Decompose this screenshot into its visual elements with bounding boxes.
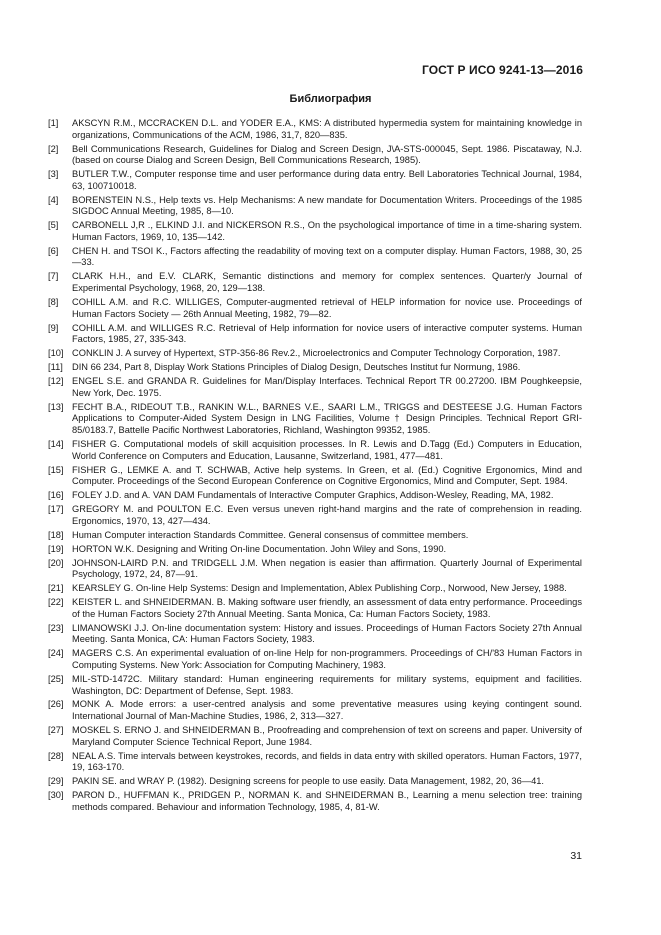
reference-number: [26] <box>48 699 64 710</box>
reference-text: DIN 66 234, Part 8, Display Work Stations Principles of Dialog Design, Deutsches Institut fur Normung, 1986. <box>72 362 521 373</box>
reference-number: [2] <box>48 143 59 154</box>
reference-text: JOHNSON-LAIRD P.N. and TRIDGELL J.M. When negation is easier than affirmation. Quarterly Journal of Experimental Psychology, 1972, 24, 87—91. <box>72 557 582 580</box>
reference-number: [21] <box>48 583 64 594</box>
reference-text: KEISTER L. and SHNEIDERMAN. B. Making software user friendly, an assessment of data entry performance. Proceedings of the Human Factors Society 27th Annual Meeting. Santa Monica, Ca: Human Factors Society, 1983. <box>72 597 582 619</box>
reference-entry <box>48 558 582 581</box>
reference-entry <box>48 220 582 243</box>
reference-number: [11] <box>48 362 63 373</box>
reference-text: PARON D., HUFFMAN K., PRIDGEN P., NORMAN K. and SHNEIDERMAN B., Learning a menu selection tree: training methods compared. Behaviour and information Technology, 1985, 4, 81-W. <box>72 790 582 812</box>
reference-number: [23] <box>48 622 64 633</box>
reference-entry <box>48 490 582 502</box>
reference-number: [12] <box>48 376 64 387</box>
reference-text: BORENSTEIN N.S., Help texts vs. Help Mechanisms: A new mandate for Documentation Writers. Proceedings of the 1985 SIGDOC Annual Meeting, 1985, 8—10. <box>72 194 582 217</box>
reference-text: Bell Communications Research, Guidelines for Dialog and Screen Design, J\A-STS-000045, Sept. 1986. Piscataway, N.J. (based on course Dialog and Screen Design, Bell Communications Research, 1985). <box>72 143 582 166</box>
reference-entry <box>48 725 582 748</box>
reference-entry <box>48 530 582 542</box>
reference-entry <box>48 297 582 320</box>
reference-text: PAKIN SE. and WRAY P. (1982). Designing screens for people to use easily. Data Management, 1982, 20, 36—41. <box>72 776 544 787</box>
reference-number: [20] <box>48 557 64 568</box>
reference-text: AKSCYN R.M., MCCRACKEN D.L. and YODER E.A., KMS: A distributed hypermedia system for maintaining knowledge in organizations, Communications of the ACM, 1986, 31,7, 820—835. <box>72 118 582 140</box>
reference-number: [8] <box>48 297 59 308</box>
standard-header: ГОСТ Р ИСО 9241-13—2016 <box>421 63 583 77</box>
reference-text: BUTLER T.W., Computer response time and user performance during data entry. Bell Laboratories Technical Journal, 1984, 63, 100710018. <box>72 169 582 191</box>
reference-number: [6] <box>48 245 59 256</box>
reference-text: FISHER G. Computational models of skill acquisition processes. In R. Lewis and D.Tagg (Ed.) Computers in Education, World Conference on Computers and Education, Lausanne, Switzerland, 1981, 477—481. <box>72 438 582 461</box>
reference-entry <box>48 376 582 399</box>
reference-number: [13] <box>48 401 64 412</box>
reference-number: [9] <box>48 322 59 333</box>
reference-number: [27] <box>48 725 64 736</box>
reference-entry <box>48 623 582 646</box>
reference-number: [15] <box>48 464 64 475</box>
reference-entry <box>48 195 582 218</box>
reference-number: [30] <box>48 790 64 801</box>
reference-text: GREGORY M. and POULTON E.C. Even versus uneven right-hand margins and the rate of comprehension in reading. Ergonomics, 1970, 13, 427—434. <box>72 504 582 526</box>
reference-text: NEAL A.S. Time intervals between keystrokes, records, and fields in data entry with skilled operators. Human Factors, 1977, 19, 163-170. <box>72 750 582 773</box>
reference-text: ENGEL S.E. and GRANDA R. Guidelines for Man/Display Interfaces. Technical Report TR 00.27200. IBM Poughkeepsie, New York, Dec. 1975. <box>72 376 582 398</box>
page-number: 31 <box>570 850 582 862</box>
reference-number: [7] <box>48 271 59 282</box>
reference-text: Human Computer interaction Standards Committee. General consensus of committee members. <box>72 529 469 540</box>
reference-text: CHEN H. and TSOI K., Factors affecting the readability of moving text on a computer display. Human Factors, 1988, 30, 25—33. <box>72 245 582 268</box>
reference-number: [24] <box>48 648 64 659</box>
reference-number: [22] <box>48 597 64 608</box>
reference-number: [19] <box>48 543 64 554</box>
reference-number: [4] <box>48 194 59 205</box>
section-title: Библиография <box>289 93 372 105</box>
reference-entry <box>48 699 582 722</box>
reference-text: CLARK H.H., and E.V. CLARK, Semantic distinctions and memory for complex sentences. Quarter/y Journal of Experimental Psychology, 1968, 20, 129—138. <box>72 271 582 294</box>
reference-entry <box>48 362 582 374</box>
reference-entry <box>48 465 582 488</box>
reference-text: KEARSLEY G. On-line Help Systems: Design and Implementation, Ablex Publishing Corp., Norwood, New Jersey, 1988. <box>72 583 567 594</box>
reference-number: [3] <box>48 169 59 180</box>
reference-list <box>48 118 582 816</box>
reference-text: LIMANOWSKI J.J. On-line documentation system: History and issues. Proceedings of Human Factors Society 27th Annual Meeting. Santa Monica, CA: Human Factors Society, 1983. <box>72 622 582 645</box>
reference-entry <box>48 348 582 360</box>
reference-number: [28] <box>48 750 64 761</box>
reference-text: MAGERS C.S. An experimental evaluation of on-line Help for non-programmers. Proceedings of CH/'83 Human Factors in Computing Systems. New York: Association for Computing Machinery, 1983. <box>72 648 582 670</box>
reference-entry <box>48 776 582 788</box>
reference-entry <box>48 402 582 437</box>
reference-text: MOSKEL S. ERNO J. and SHNEIDERMAN B., Proofreading and comprehension of text on screens and paper. University of Maryland Computer Science Technical Report, June 1984. <box>72 725 582 747</box>
reference-entry <box>48 323 582 346</box>
reference-text: MONK A. Mode errors: a user-centred analysis and some preventative measures using keying contingent sound. International Journal of Man-Machine Studies, 1986, 2, 313—327. <box>72 699 582 722</box>
reference-entry <box>48 597 582 620</box>
reference-text: COHILL A.M. and R.C. WILLIGES, Computer-augmented retrieval of HELP information for novice use. Proceedings of Human Factors Society — 26th Annual Meeting, 1982, 79—82. <box>72 297 582 319</box>
reference-text: CARBONELL J,R ., ELKIND J.I. and NICKERSON R.S., On the psychological importance of time in a time-sharing system. Human Factors, 1969, 10, 135—142. <box>72 220 582 242</box>
reference-entry <box>48 246 582 269</box>
reference-text: HORTON W.K. Designing and Writing On-line Documentation. John Wiley and Sons, 1990. <box>72 543 447 554</box>
reference-number: [17] <box>48 504 64 515</box>
reference-entry <box>48 271 582 294</box>
reference-text: MIL-STD-1472C. Military standard: Human engineering requirements for military systems, equipment and facilities. Washington, DC: Department of Defense, Sept. 1983. <box>72 673 582 696</box>
reference-entry <box>48 583 582 595</box>
reference-number: [10] <box>48 348 64 359</box>
reference-entry <box>48 544 582 556</box>
reference-entry <box>48 118 582 141</box>
reference-entry <box>48 674 582 697</box>
reference-number: [16] <box>48 490 64 501</box>
reference-number: [18] <box>48 529 64 540</box>
reference-entry <box>48 439 582 462</box>
reference-number: [25] <box>48 673 64 684</box>
reference-entry <box>48 144 582 167</box>
reference-text: COHILL A.M. and WILLIGES R.C. Retrieval of Help information for novice users of interactive computer systems. Human Factors, 1985, 27, 335-343. <box>72 322 582 345</box>
reference-text: FISHER G., LEMKE A. and T. SCHWAB, Active help systems. In Green, et al. (Ed.) Cognitive Ergonomics, Mind and Computer. Proceedings of the Second European Conference on Cognitive Ergonomics, Mind and Computer, Sept. 1984. <box>72 464 582 487</box>
reference-entry <box>48 751 582 774</box>
reference-text: FOLEY J.D. and A. VAN DAM Fundamentals of Interactive Computer Graphics, Addison-Wesley, Reading, MA, 1982. <box>72 490 554 501</box>
reference-number: [5] <box>48 220 59 231</box>
reference-entry <box>48 790 582 813</box>
reference-number: [14] <box>48 438 64 449</box>
reference-text: CONKLIN J. A survey of Hypertext, STP-356-86 Rev.2., Microelectronics and Computer Technology Corporation, 1987. <box>72 348 561 359</box>
reference-number: [29] <box>48 776 64 787</box>
reference-entry <box>48 648 582 671</box>
reference-entry <box>48 169 582 192</box>
reference-text: FECHT B.A., RIDEOUT T.B., RANKIN W.L., BARNES V.E., SAARI L.M., TRIGGS and DESTEESE J.G. Human Factors Applications to Computer-Aided System Design in LNG Facilities, Volume † Design Principles. Technical Report GRI-85/0183.7, Battelle Pacific Northwest Laboratories, Richland, Washington 99352, 1985. <box>72 401 582 435</box>
reference-entry <box>48 504 582 527</box>
reference-number: [1] <box>48 118 59 128</box>
